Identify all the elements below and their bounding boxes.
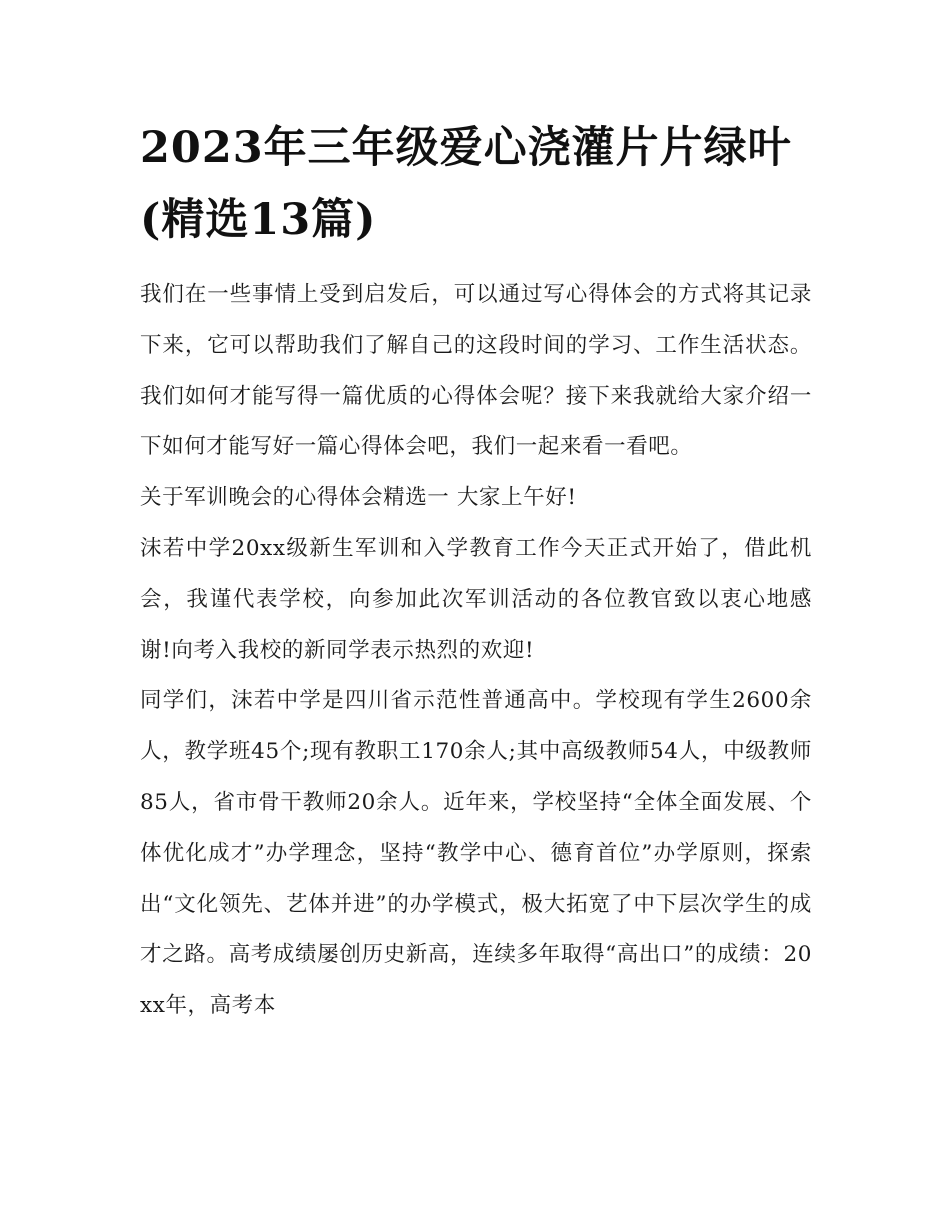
opening-paragraph: 沫若中学20xx级新生军训和入学教育工作今天正式开始了，借此机会，我谨代表学校，向参加此次军训活动的各位教官致以衷心地感谢!向考入我校的新同学表示热烈的欢迎! xyxy=(140,535,812,663)
document-title: 2023年三年级爱心浇灌片片绿叶(精选13篇) xyxy=(140,123,792,245)
school-intro-paragraph: 同学们，沫若中学是四川省示范性普通高中。学校现有学生2600余人，教学班45个;现有教职工170余人;其中高级教师54人，中级教师85人，省市骨干教师20余人。近年来，学校坚持“全体全面发展、个体优化成才”办学理念，坚持“教学中心、德育首位”办学原则，探索出“文化领先、艺体并进”的办学模式，极大拓宽了中下层次学生的成才之路。高考成绩屡创历史新高，连续多年取得“高出口”的成绩：20xx年，高考本 xyxy=(140,688,812,1019)
section-heading-paragraph: 关于军训晚会的心得体会精选一 大家上午好! xyxy=(140,485,577,511)
intro-paragraph: 我们在一些事情上受到启发后，可以通过写心得体会的方式将其记录下来，它可以帮助我们了解自己的这段时间的学习、工作生活状态。我们如何才能写得一篇优质的心得体会呢？接下来我就给大家介绍一下如何才能写好一篇心得体会吧，我们一起来看一看吧。 xyxy=(140,282,812,460)
document-body xyxy=(140,112,812,1032)
